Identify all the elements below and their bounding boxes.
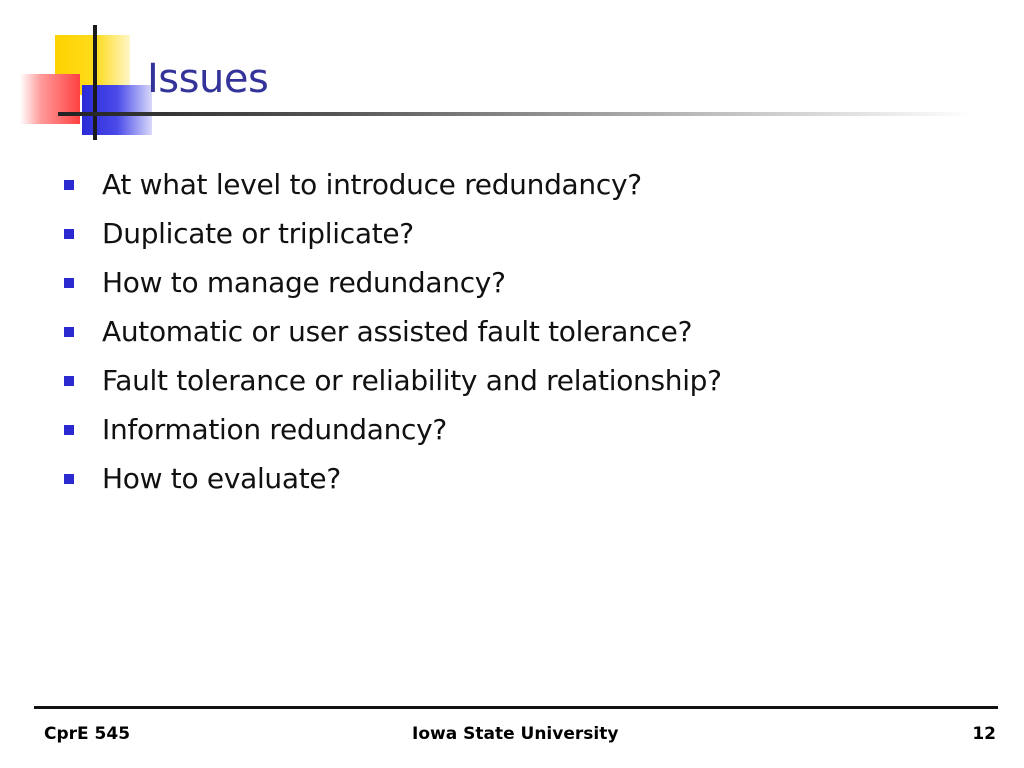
bullet-square-icon xyxy=(64,376,74,386)
footer-page-number: 12 xyxy=(972,724,996,744)
bullet-square-icon xyxy=(64,474,74,484)
bullet-item xyxy=(62,405,1002,454)
bullet-square-icon xyxy=(64,425,74,435)
slide-title: Issues xyxy=(147,56,269,102)
bullet-list xyxy=(62,160,1002,503)
logo-squares-graphic xyxy=(0,0,160,150)
bullet-text: How to evaluate? xyxy=(102,462,341,495)
footer-institution: Iowa State University xyxy=(412,724,619,744)
bullet-item xyxy=(62,356,1002,405)
bullet-item xyxy=(62,307,1002,356)
footer-divider xyxy=(34,706,998,709)
bullet-square-icon xyxy=(64,229,74,239)
bullet-text: Information redundancy? xyxy=(102,413,447,446)
bullet-item xyxy=(62,454,1002,503)
bullet-square-icon xyxy=(64,278,74,288)
footer-course: CprE 545 xyxy=(44,724,131,744)
logo-vertical-line xyxy=(93,25,97,140)
bullet-text: At what level to introduce redundancy? xyxy=(102,168,642,201)
logo-red-square xyxy=(20,74,80,124)
bullet-square-icon xyxy=(64,180,74,190)
bullet-text: How to manage redundancy? xyxy=(102,266,506,299)
bullet-text: Fault tolerance or reliability and relationship? xyxy=(102,364,722,397)
bullet-item xyxy=(62,258,1002,307)
bullet-item xyxy=(62,209,1002,258)
bullet-item xyxy=(62,160,1002,209)
bullet-text: Automatic or user assisted fault tolerance? xyxy=(102,315,693,348)
title-underline xyxy=(58,112,973,116)
bullet-text: Duplicate or triplicate? xyxy=(102,217,414,250)
bullet-square-icon xyxy=(64,327,74,337)
